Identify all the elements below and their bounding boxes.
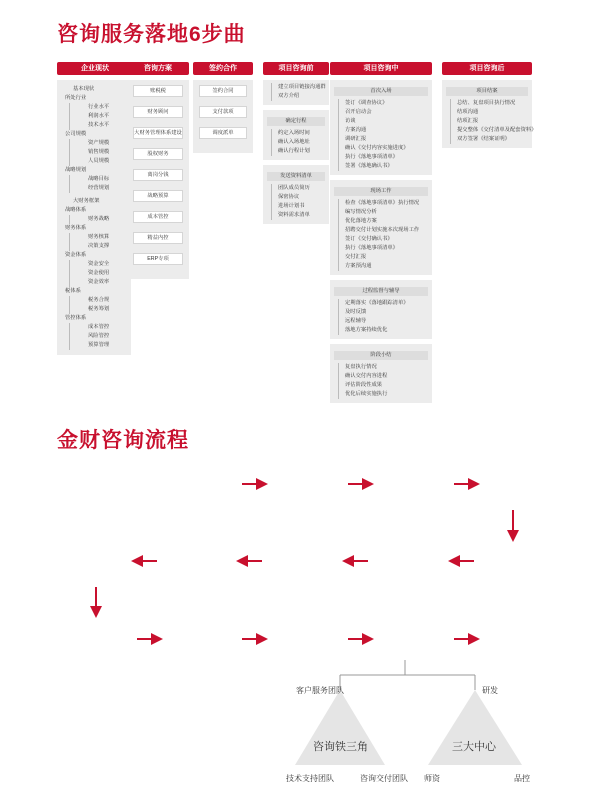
tree-item: 资产规模 — [69, 139, 127, 148]
group-item: 确认交付内容进程 — [338, 372, 428, 381]
triangle-right-center-label: 三大中心 — [452, 741, 496, 753]
section-title-six-steps: 咨询服务落地6步曲 — [57, 23, 246, 46]
group-item: 召开启动会 — [338, 108, 428, 117]
list-box: 签约合同 — [199, 85, 247, 97]
group-item: 保密协议 — [271, 193, 325, 202]
group-title: 首次入场 — [334, 87, 428, 96]
triangle-right-bottom-left-label: 师资 — [424, 774, 440, 783]
tree-item: 财务核算 — [69, 233, 127, 242]
triangle-right-top-label: 研发 — [482, 686, 498, 695]
group-item: 落地方案持续优化 — [338, 326, 428, 335]
group-item: 签订《交付确认书》 — [338, 235, 428, 244]
tree-item: 资金效率 — [69, 278, 127, 287]
list-box: 财务顾问 — [133, 106, 183, 118]
group-item: 结项沟通 — [450, 108, 528, 117]
tree-item: 销售规模 — [69, 148, 127, 157]
group-item: 优化后续实施执行 — [338, 390, 428, 399]
group-item: 评估阶段性成果 — [338, 381, 428, 390]
list-box: 离岗分钱 — [133, 169, 183, 181]
group-title: 阶段小结 — [334, 351, 428, 360]
tree-item: 技术水平 — [69, 121, 127, 130]
tree-item: 成本管控 — [69, 323, 127, 332]
group-item: 编写情况分析 — [338, 208, 428, 217]
triangle-left-center-label: 咨询铁三角 — [313, 741, 368, 753]
section-title-process: 金财咨询流程 — [57, 429, 189, 452]
list-box: 成本管控 — [133, 211, 183, 223]
list-box: 精益内控 — [133, 232, 183, 244]
tree-item: 经营规划 — [69, 184, 127, 193]
tree-item: 所处行业 — [65, 95, 87, 101]
tree-item: 资金使用 — [69, 269, 127, 278]
list-box: 支付款项 — [199, 106, 247, 118]
group-item: 确认行程计划 — [271, 147, 325, 156]
group-item: 招聘交付计划实施本次现场工作 — [338, 226, 428, 235]
group-item: 定期落实《落地跟踪清单》 — [338, 299, 428, 308]
tree-item: 风险管控 — [69, 332, 127, 341]
group-item: 调研汇报 — [338, 135, 428, 144]
group-item: 执行《落地事项清单》 — [338, 244, 428, 253]
tree-item: 资金安全 — [69, 260, 127, 269]
list-box: 战略预算 — [133, 190, 183, 202]
group-item: 签订《调查协议》 — [338, 99, 428, 108]
group-item: 检查《落地事项清单》执行情况 — [338, 199, 428, 208]
column-header: 项目咨询前 — [263, 62, 329, 75]
tree-item: 税体系 — [65, 288, 81, 294]
tree-item: 战略规划 — [65, 167, 87, 173]
group-title: 项目结案 — [446, 87, 528, 96]
group-item: 优化落地方案 — [338, 217, 428, 226]
group-item: 签署《落地确认书》 — [338, 162, 428, 171]
column-header: 项目咨询中 — [330, 62, 432, 75]
group-item: 提交整体《交付清单及配套资料》 — [450, 126, 528, 135]
tree-item: 基本现状 — [73, 86, 95, 92]
group-title: 现场工作 — [334, 187, 428, 196]
tree-item: 公司规模 — [65, 131, 87, 137]
list-box: 大财务管理体系建设 — [133, 127, 183, 139]
column-header: 项目咨询后 — [442, 62, 532, 75]
group-item: 建立项目链接沟通群 — [271, 83, 325, 92]
list-box: ERP专项 — [133, 253, 183, 265]
tree-item: 人员规模 — [69, 157, 127, 166]
list-box: 股权财务 — [133, 148, 183, 160]
group-title: 确定行程 — [267, 117, 325, 126]
group-item: 远程辅导 — [338, 317, 428, 326]
tree-item: 财务战略 — [69, 215, 127, 224]
column-header: 企业现状 — [57, 62, 133, 75]
tree-item: 战略体系 — [65, 207, 87, 213]
tree-item: 管控体系 — [65, 315, 87, 321]
triangle-left-bottom-left-label: 技术支持团队 — [286, 774, 334, 783]
group-item: 复盘执行情况 — [338, 363, 428, 372]
tree-item: 财务体系 — [65, 225, 87, 231]
triangle-right-bottom-right-label: 品控 — [514, 774, 530, 783]
list-box: 账税税 — [133, 85, 183, 97]
group-item: 双方签署《结案证明》 — [450, 135, 528, 144]
group-item: 约定入场时间 — [271, 129, 325, 138]
column-header: 签约合作 — [193, 62, 253, 75]
group-item: 确认《交付内容实施进度》 — [338, 144, 428, 153]
tree-item: 预算管理 — [69, 341, 127, 350]
triangle-left-bottom-right-label: 咨询交付团队 — [360, 774, 408, 783]
group-item: 执行《落地事项清单》 — [338, 153, 428, 162]
tree-item: 决策支撑 — [69, 242, 127, 251]
group-item: 交付汇报 — [338, 253, 428, 262]
tree-item: 利润水平 — [69, 112, 127, 121]
tree-item: 税务合规 — [69, 296, 127, 305]
group-item: 进场计划书 — [271, 202, 325, 211]
group-item: 及时反馈 — [338, 308, 428, 317]
group-item: 方案沟通 — [338, 126, 428, 135]
group-item: 团队成员简历 — [271, 184, 325, 193]
tree-item: 行业水平 — [69, 103, 127, 112]
column-header: 咨询方案 — [127, 62, 189, 75]
tree-item: 大财务框架 — [73, 198, 100, 204]
group-item: 方案预沟通 — [338, 262, 428, 271]
group-item: 访谈 — [338, 117, 428, 126]
group-title: 过程监督与辅导 — [334, 287, 428, 296]
group-item: 双方介绍 — [271, 92, 325, 101]
group-title: 发送资料清单 — [267, 172, 325, 181]
tree-item: 资金体系 — [65, 252, 87, 258]
group-item: 资料需求清单 — [271, 211, 325, 220]
tree-item: 税务筹划 — [69, 305, 127, 314]
group-item: 总结、复盘项目执行情况 — [450, 99, 528, 108]
triangle-left-top-label: 客户服务团队 — [296, 686, 344, 695]
group-item: 结项汇报 — [450, 117, 528, 126]
list-box: 调度派单 — [199, 127, 247, 139]
group-item: 确认入场地址 — [271, 138, 325, 147]
tree-item: 战略目标 — [69, 175, 127, 184]
